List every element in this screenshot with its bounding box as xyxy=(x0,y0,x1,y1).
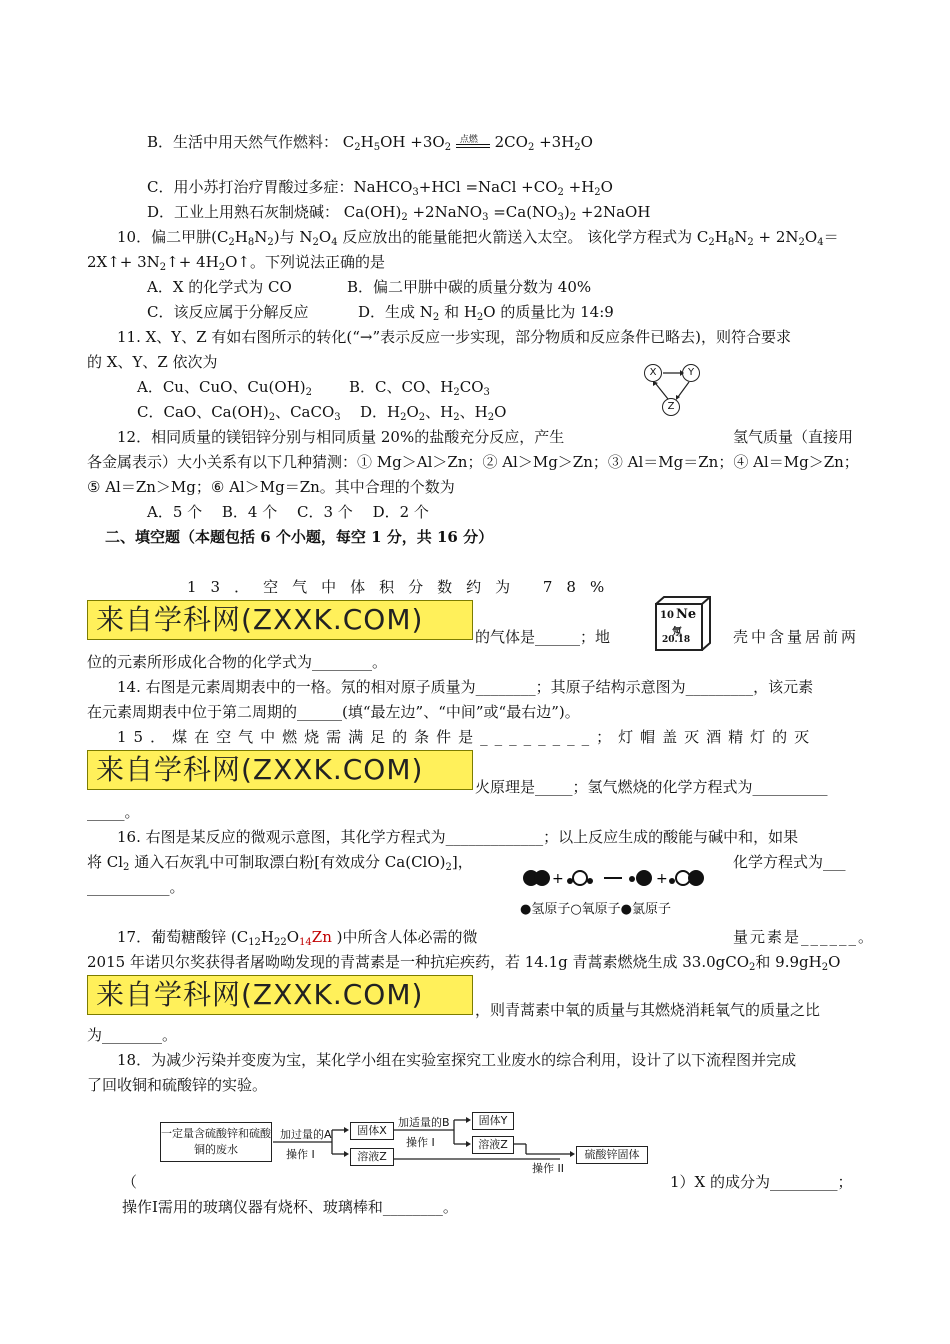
q16-line2b: 化学方程式为___ xyxy=(733,853,846,871)
q15-line1: 15．煤在空气中燃烧需满足的条件是________；灯帽盖灭酒精灯的灭 xyxy=(117,728,817,746)
q17-line3: ，则青蒿素中氧的质量与其燃烧消耗氧气的质量之比 xyxy=(475,1001,821,1019)
q15-line3: _____。 xyxy=(87,803,140,821)
q11-line1: 11. X、Y、Z 有如右图所示的转化(“→”表示反应一步实现，部分物质和反应条件已略去)，则符合要求 xyxy=(117,328,792,346)
q12-line1b: 氢气质量（直接用 xyxy=(733,428,854,446)
q12-line2: 各金属表示）大小关系有以下几种猜测：① Mg＞Al＞Zn；② Al＞Mg＞Zn；③ Al＝Mg＝Zn；④ Al＝Mg＞Zn； xyxy=(87,453,859,471)
q12-line1a: 12．相同质量的镁铝锌分别与相同质量 20%的盐酸充分反应，产生 xyxy=(117,428,565,446)
reaction-condition: 点燃 xyxy=(456,134,490,152)
q10-line2: 2X↑+ $3N_2↑+$ $4H_2O↑$。下列说法正确的是 xyxy=(87,253,385,273)
svg-text:+: + xyxy=(552,871,564,887)
q17-line4: 为________。 xyxy=(87,1026,178,1044)
flow-solid-x: 固体X xyxy=(350,1122,394,1140)
q9-option-b: B．生活中用天然气作燃料： $C_2H_5OH +3O_2$ 点燃 $2CO_2 +3H_2O$ xyxy=(147,133,593,153)
cell-frame xyxy=(654,596,714,656)
q17-line1b: 量元素是______。 xyxy=(733,928,876,946)
xyz-conversion-diagram xyxy=(640,362,704,418)
flow-step1-reagent: 加过量的A xyxy=(280,1128,332,1141)
flow-step2-reagent: 加适量的B xyxy=(398,1116,450,1129)
q10-option-d: D．生成 $N_2$ 和 $H_2O$ 的质量比为 14:9 xyxy=(358,303,614,323)
flow-start-box: 一定量含硫酸锌和硫酸铜的废水 xyxy=(160,1122,272,1162)
flow-solid-y: 固体Y xyxy=(472,1112,514,1130)
watermark-banner: 来自学科网(ZXXK.COM) xyxy=(87,750,473,790)
flow-step1-op: 操作 I xyxy=(286,1148,315,1161)
q13-line2a: 的气体是______；地 xyxy=(475,628,611,646)
q9-option-d: D．工业上用熟石灰制烧碱： $Ca(OH)_2$ +2NaNO$_3$ $=Ca(NO_3)_2$ +2NaOH xyxy=(147,203,651,223)
element-symbol: Ne xyxy=(676,607,697,622)
q18-sub1: 1）X 的成分为_________； xyxy=(670,1173,853,1191)
q11-option-a: A．Cu、CuO、$Cu(OH)_2$ xyxy=(137,378,313,398)
q12-line3: ⑤ Al＝Zn＞Mg；⑥ Al＞Mg＝Zn。其中合理的个数为 xyxy=(87,478,455,496)
flow-product: 硫酸锌固体 xyxy=(576,1146,648,1164)
q13-line3: 位的元素所形成化合物的化学式为________。 xyxy=(87,653,388,671)
q15-line2: 火原理是_____；氢气燃烧的化学方程式为__________ xyxy=(475,778,828,796)
atomic-mass: 20.18 xyxy=(662,635,691,645)
q18-line2: 了回收铜和硫酸锌的实验。 xyxy=(87,1076,268,1094)
molecule-equation xyxy=(520,866,720,890)
svg-text:+: + xyxy=(656,871,668,887)
q18-line1: 18．为减少污染并变废为宝，某化学小组在实验室探究工业废水的综合利用，设计了以下流程图并完成 xyxy=(117,1051,797,1069)
flow-step2-op: 操作 I xyxy=(406,1136,435,1149)
flow-chart xyxy=(160,1112,650,1174)
q17-line2: 2015 年诺贝尔奖获得者屠呦呦发现的青蒿素是一种抗疟疾药，若 14.1g 青蒿素燃烧生成 33.0gCO$_2$和 $9.9gH_2O$ xyxy=(87,953,841,973)
conversion-arrows xyxy=(640,362,704,418)
q17-line1a: 17．葡萄糖酸锌 ($C_{12}H_{22}O_{14}Zn$ )中所含人体必需的微 xyxy=(117,928,478,948)
flow-solution-z1: 溶液Z xyxy=(350,1148,394,1166)
q10-option-b: B．偏二甲肼中碳的质量分数为 40% xyxy=(347,278,592,296)
q16-line2a: 将 $Cl_2$ 通入石灰乳中可制取漂白粉[有效成分 $Ca(ClO)_2$]， xyxy=(87,853,473,873)
section-heading: 二、填空题（本题包括 6 个小题，每空 1 分，共 16 分） xyxy=(105,528,494,546)
q14-line2: 在元素周期表中位于第二周期的______(填“最左边”、“中间”或“最右边”)。 xyxy=(87,703,580,721)
neon-periodic-cell xyxy=(654,596,710,652)
q14-line1: 14. 右图是元素周期表中的一格。氖的相对原子质量为________；其原子结构示意图为_________，该元素 xyxy=(117,678,814,696)
flow-step3-op: 操作 II xyxy=(532,1162,564,1175)
node-z: Z xyxy=(662,398,680,416)
watermark-banner: 来自学科网(ZXXK.COM) xyxy=(87,975,473,1015)
node-x: X xyxy=(644,364,662,382)
q9-option-c: C．用小苏打治疗胃酸过多症：NaHCO$_3$+HCl =NaCl $+CO_2 +H_2O$ xyxy=(147,178,613,198)
atom-legend: ●氢原子○氧原子●氯原子 xyxy=(520,902,672,917)
element-name: 氖 xyxy=(672,627,682,638)
q10-option-c: C．该反应属于分解反应 xyxy=(147,303,309,321)
q11-line2: 的 X、Y、Z 依次为 xyxy=(87,353,218,371)
q18-sub2: 操作Ⅰ需用的玻璃仪器有烧杯、玻璃棒和________。 xyxy=(122,1198,458,1216)
q10-line1: 10．偏二甲肼$(C_2H_8N_2)$与 $N_2O_4$ 反应放出的能量能把火箭送入太空。 该化学方程式为 $C_2H_8N_2 + 2N_2O_4=$ xyxy=(117,228,839,248)
q11-option-d: D．$H_2O_2$、$H_2$、$H_2O$ xyxy=(360,403,507,423)
q18-open-paren: （ xyxy=(122,1173,138,1191)
flow-solution-z2: 溶液Z xyxy=(472,1136,514,1154)
q11-option-c: C．CaO、$Ca(OH)_2$、CaCO$_3$ xyxy=(137,403,341,423)
atomic-number: 10 xyxy=(660,610,674,621)
q12-options: A．5 个 B．4 个 C．3 个 D．2 个 xyxy=(147,503,429,521)
q16-line3: ___________。 xyxy=(87,878,185,896)
q10-option-a: A．X 的化学式为 CO xyxy=(147,278,292,296)
q16-line1: 16. 右图是某反应的微观示意图，其化学方程式为_____________；以上反应生成的酸能与碱中和，如果 xyxy=(117,828,799,846)
micro-reaction-diagram xyxy=(520,866,720,916)
q11-option-b: B．C、CO、$H_2CO_3$ xyxy=(349,378,490,398)
q13-line2b: 壳中含量居前两 xyxy=(733,628,860,646)
q13-line1: 13．空气中体积分数约为 78% xyxy=(187,578,619,596)
node-y: Y xyxy=(682,364,700,382)
watermark-banner: 来自学科网(ZXXK.COM) xyxy=(87,600,473,640)
